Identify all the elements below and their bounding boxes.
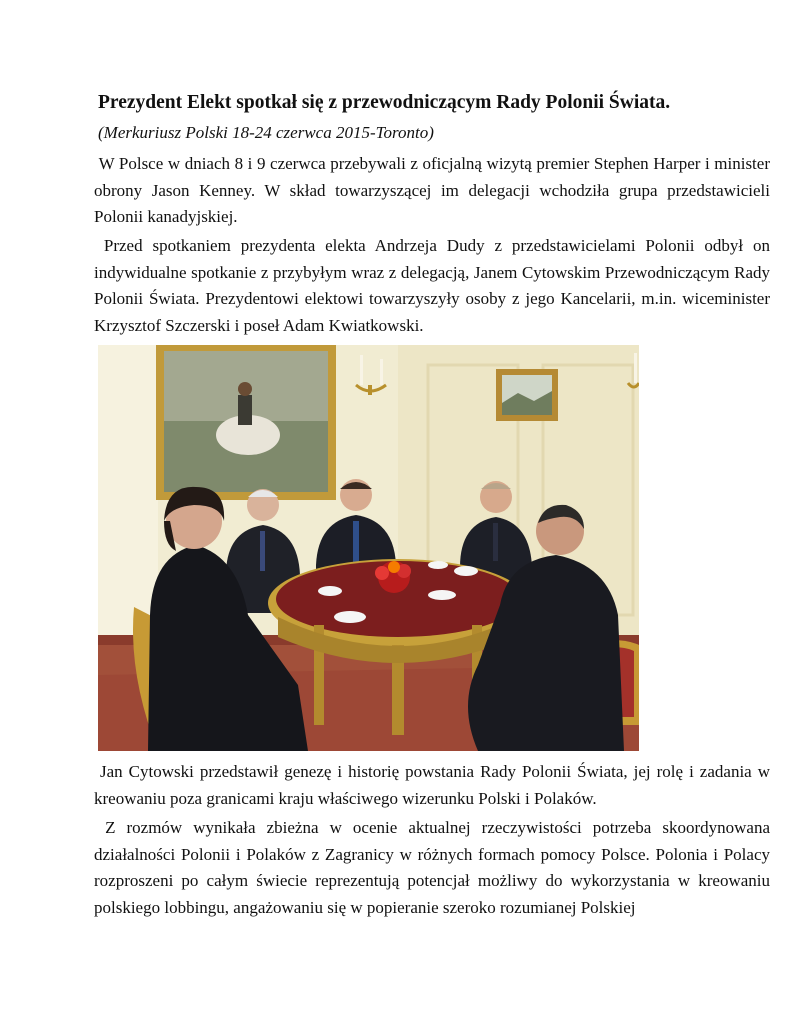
- article-source: (Merkuriusz Polski 18-24 czerwca 2015-Toronto): [98, 123, 434, 142]
- paragraph-1: W Polsce w dniach 8 i 9 czerwca przebywali z oficjalną wizytą premier Stephen Harper i minister obrony Jason Kenney. W skład towarzyszącej im delegacji wchodziła grupa przedstawicieli Polonii kanadyjskiej.: [94, 154, 770, 226]
- framed-picture: [496, 369, 558, 421]
- article-title: Prezydent Elekt spotkał się z przewodniczącym Rady Polonii Świata.: [98, 92, 671, 113]
- wall-painting: [156, 345, 336, 500]
- meeting-photo: [98, 345, 639, 751]
- paragraph-3: Jan Cytowski przedstawił genezę i historię powstania Rady Polonii Świata, jej rolę i zadania w kreowaniu poza granicami kraju właściwego wizerunku Polski i Polaków.: [94, 762, 770, 808]
- paragraph-2: Przed spotkaniem prezydenta elekta Andrzeja Dudy z przedstawicielami Polonii odbył on indywidualne spotkanie z przybyłym wraz z delegacją, Janem Cytowskim Przewodniczącym Rady Polonii Świata. Prezydentowi elektowi towarzyszyły osoby z jego Kancelarii, m.in. wiceminister Krzysztof Szczerski i poseł Adam Kwiatkowski.: [94, 236, 770, 335]
- paragraph-4: Z rozmów wynikała zbieżna w ocenie aktualnej rzeczywistości potrzeba skoordynowana działalności Polonii i Polaków z Zagranicy w różnych formach pomocy Polsce. Polonia i Polacy rozproszeni po całym świecie reprezentują potencjał możliwy do wykorzystania w kreowaniu polskiego lobbingu, angażowaniu się w popieranie szeroko rozumianej Polskiej: [94, 818, 771, 917]
